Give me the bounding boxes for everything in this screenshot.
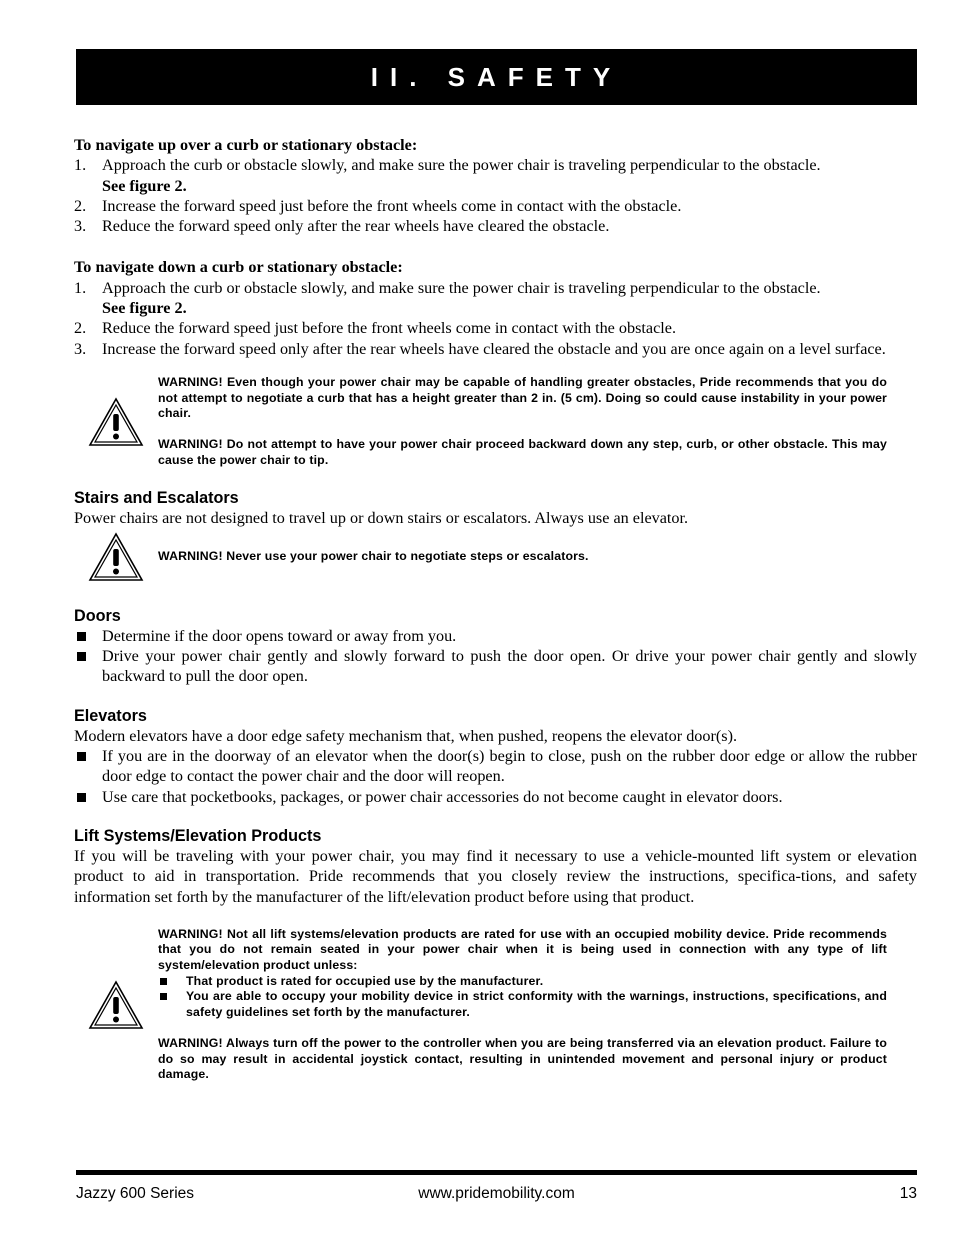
curb-up-title: To navigate up over a curb or stationary obstacle:: [74, 136, 418, 154]
stairs-section: [74, 488, 917, 582]
elevators-heading: Elevators: [74, 706, 147, 725]
step-item: [74, 196, 917, 216]
curb-up-steps: [74, 155, 917, 236]
bullet-square-icon: [77, 632, 86, 641]
bullet-square-icon: [77, 652, 86, 661]
list-item: Determine if the door opens toward or away from you.: [74, 626, 917, 646]
doors-list: [74, 626, 917, 687]
list-item: Drive your power chair gently and slowly forward to push the door open. Or drive your power chair gently and slowly backward to pull the door open.: [74, 646, 917, 687]
warning-stairs: WARNING! Never use your power chair to negotiate steps or escalators.: [158, 549, 589, 564]
elevators-section: [74, 706, 917, 807]
section-banner: [76, 49, 917, 105]
warning-triangle-icon: [74, 980, 158, 1030]
warning-lift-list: [158, 974, 887, 1021]
section-title: II. SAFETY: [370, 61, 623, 92]
warning-lift-power: WARNING! Always turn off the power to the controller when you are being transferred via an elevation product. Failure to do so may result in accidental joystick contact, resulting in unintended movement and personal injury or product damage.: [158, 1035, 887, 1082]
list-item: If you are in the doorway of an elevator when the door(s) begin to close, push on the rubber door edge or allow the rubber door edge to contact the power chair and the door will reopen.: [74, 746, 917, 787]
step-number: 3.: [74, 217, 87, 236]
bullet-square-icon: [160, 978, 167, 985]
doors-section: [74, 606, 917, 687]
step-item: [74, 155, 917, 196]
curb-down-title: To navigate down a curb or stationary obstacle:: [74, 258, 403, 277]
footer-url: www.pridemobility.com: [418, 1185, 575, 1202]
warning-curb-height: WARNING! Even though your power chair may be capable of handling greater obstacles, Pride recommends that you do not attempt to negotiate a curb that has a height greater than 2 in. (5 cm). Doing so could cause instability in your power chair.: [158, 374, 887, 421]
lift-warning-block: [74, 927, 917, 1083]
warning-triangle-icon: [74, 532, 158, 582]
warning-text: [158, 375, 887, 469]
bullet-square-icon: [160, 993, 167, 1000]
step-item: [74, 318, 917, 338]
step-number: 2.: [74, 319, 87, 338]
step-text: Increase the forward speed only after the rear wheels have cleared the obstacle and you are once again on a level surface.: [102, 339, 886, 358]
page-number: 13: [899, 1185, 917, 1202]
warning-text: [158, 927, 887, 1083]
figure-reference: See figure 2.: [102, 299, 187, 318]
footer-rule: [76, 1170, 917, 1175]
page-content: [74, 135, 917, 1083]
step-text: Reduce the forward speed only after the rear wheels have cleared the obstacle.: [102, 217, 610, 236]
lift-body: If you will be traveling with your power chair, you may find it necessary to use a vehicle-mounted lift system or elevation product to aid in transportation. Pride recommends that you closely review the instructions, specifica-tions, and safety information set forth by the manufacturer of the lift/elevation product before using that product.: [74, 846, 917, 906]
list-item: Use care that pocketbooks, packages, or power chair accessories do not become caught in elevator doors.: [74, 787, 917, 807]
step-item: [74, 278, 917, 319]
step-item: [74, 339, 917, 359]
lift-heading: Lift Systems/Elevation Products: [74, 826, 322, 845]
elevators-body: Modern elevators have a door edge safety mechanism that, when pushed, reopens the elevator door(s).: [74, 726, 738, 745]
elevators-list: [74, 746, 917, 807]
step-text: Increase the forward speed just before the front wheels come in contact with the obstacle.: [102, 196, 682, 215]
step-text: Reduce the forward speed just before the front wheels come in contact with the obstacle.: [102, 319, 677, 338]
warning-triangle-icon: [74, 397, 158, 447]
step-text: Approach the curb or obstacle slowly, and make sure the power chair is traveling perpendicular to the obstacle.: [102, 156, 821, 175]
warning-lift-intro: WARNING! Not all lift systems/elevation products are rated for use with an occupied mobility device. Pride recommends that you do not remain seated in your power chair when it is being used in connection with any type of lift system/elevation product unless:: [158, 926, 887, 972]
stairs-warning-block: [74, 532, 917, 582]
warning-backward: WARNING! Do not attempt to have your power chair proceed backward down any step, curb, or other obstacle. This may cause the power chair to tip.: [158, 437, 887, 467]
figure-reference: See figure 2.: [102, 176, 187, 195]
stairs-body: Power chairs are not designed to travel up or down stairs or escalators. Always use an elevator.: [74, 508, 689, 527]
step-number: 3.: [74, 339, 87, 358]
list-item: You are able to occupy your mobility device in strict conformity with the warnings, instructions, specifications, and safety guidelines set forth by the manufacturer.: [158, 989, 887, 1020]
doors-heading: Doors: [74, 606, 121, 625]
stairs-heading: Stairs and Escalators: [74, 488, 239, 507]
footer-product: Jazzy 600 Series: [76, 1185, 195, 1202]
step-number: 2.: [74, 196, 87, 215]
warning-text: [158, 549, 887, 565]
bullet-square-icon: [77, 752, 86, 761]
curb-down-steps: [74, 278, 917, 359]
lift-section: [74, 826, 917, 1083]
step-number: 1.: [74, 156, 87, 175]
list-item: That product is rated for occupied use by the manufacturer.: [158, 974, 887, 990]
bullet-square-icon: [77, 793, 86, 802]
step-text: Approach the curb or obstacle slowly, and make sure the power chair is traveling perpendicular to the obstacle.: [102, 278, 821, 297]
curb-up-procedure: [74, 135, 917, 236]
step-number: 1.: [74, 278, 87, 297]
curb-warning-block: [74, 375, 917, 469]
step-item: [74, 216, 917, 236]
curb-down-procedure: [74, 257, 917, 358]
